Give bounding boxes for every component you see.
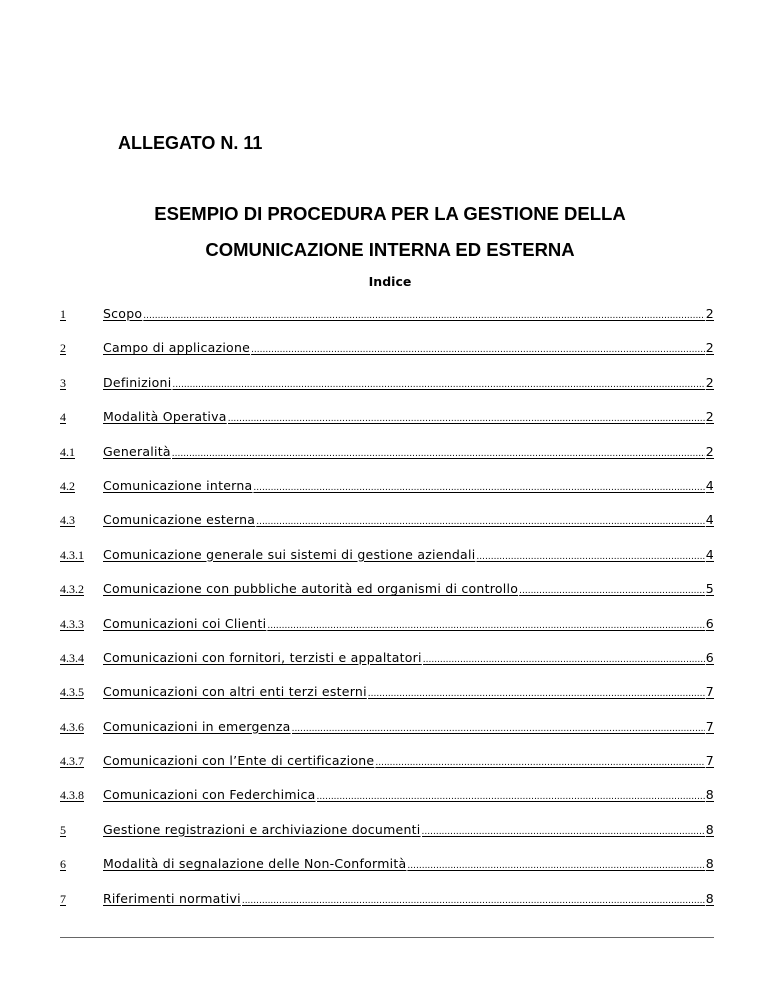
title-line-1: ESEMPIO DI PROCEDURA PER LA GESTIONE DELLA — [154, 203, 626, 224]
toc-entry-label: Comunicazione esterna — [103, 512, 256, 528]
toc-entry-page-number: 7 — [705, 684, 714, 700]
toc-entry-label: Campo di applicazione — [103, 340, 251, 356]
toc-entry-label: Comunicazioni con l’Ente di certificazione — [103, 753, 375, 769]
toc-entry-page-number: 8 — [705, 890, 714, 906]
toc-leader-dots — [476, 552, 704, 562]
toc-leader-dots — [368, 689, 705, 699]
toc-leader-dots — [423, 655, 705, 665]
toc-entry-page-number: 4 — [705, 477, 714, 493]
toc-entry-page-number: 4 — [705, 546, 714, 562]
toc-entry-link[interactable] — [103, 340, 714, 355]
toc-entry-label: Comunicazioni coi Clienti — [103, 615, 267, 631]
toc-entry-number[interactable]: 4 — [60, 410, 66, 425]
toc-leader-dots — [317, 792, 705, 802]
toc-entry-link[interactable] — [103, 306, 714, 321]
toc-leader-dots — [407, 861, 704, 871]
toc-entry-number[interactable]: 4.3.2 — [60, 582, 84, 597]
toc-entry-page-number: 8 — [705, 856, 714, 872]
toc-entry-label: Comunicazione interna — [103, 477, 253, 493]
toc-entry-number[interactable]: 5 — [60, 822, 66, 837]
toc-entry-page-number: 6 — [705, 649, 714, 665]
toc-entry — [60, 753, 714, 787]
toc-entry-page-number: 8 — [705, 821, 714, 837]
toc-entry-page-number: 2 — [705, 306, 714, 321]
toc-entry-number[interactable]: 4.3.3 — [60, 616, 84, 631]
toc-entry-label: Comunicazioni con fornitori, terzisti e appaltatori — [103, 649, 422, 665]
toc-entry — [60, 684, 714, 718]
toc-entry-label: Scopo — [103, 306, 143, 321]
toc-entry-link[interactable] — [103, 478, 714, 493]
toc-entry-label: Definizioni — [103, 374, 172, 390]
toc-entry-page-number: 7 — [705, 753, 714, 769]
toc-entry-label: Comunicazione con pubbliche autorità ed organismi di controllo — [103, 581, 519, 597]
toc-entry-link[interactable] — [103, 891, 714, 906]
toc-leader-dots — [172, 380, 704, 390]
toc-entry-link[interactable] — [103, 512, 714, 527]
toc-entry-link[interactable] — [103, 684, 714, 699]
toc-entry-number[interactable]: 4.3.5 — [60, 685, 84, 700]
toc-entry-page-number: 2 — [705, 409, 714, 425]
toc-entry — [60, 616, 714, 650]
toc-leader-dots — [251, 345, 705, 355]
toc-entry-label: Generalità — [103, 443, 171, 459]
toc-entry-page-number: 4 — [705, 512, 714, 528]
toc-entry-number[interactable]: 6 — [60, 857, 66, 872]
toc-leader-dots — [375, 758, 704, 768]
toc-entry-number[interactable]: 2 — [60, 341, 66, 356]
toc-entry — [60, 787, 714, 821]
toc-entry-number[interactable]: 1 — [60, 307, 66, 321]
toc-entry — [60, 822, 714, 856]
toc-entry — [60, 340, 714, 374]
toc-entry-number[interactable]: 4.3 — [60, 513, 75, 528]
toc-entry — [60, 891, 714, 925]
table-of-contents — [60, 306, 714, 925]
toc-entry-link[interactable] — [103, 616, 714, 631]
toc-entry — [60, 444, 714, 478]
document-title — [60, 196, 720, 268]
toc-leader-dots — [267, 621, 704, 631]
toc-entry — [60, 650, 714, 684]
toc-entry-number[interactable]: 4.3.7 — [60, 754, 84, 769]
toc-entry-number[interactable]: 4.3.8 — [60, 788, 84, 803]
toc-entry-number[interactable]: 7 — [60, 891, 66, 906]
toc-leader-dots — [172, 449, 705, 459]
toc-entry-label: Comunicazioni in emergenza — [103, 718, 291, 734]
toc-entry-link[interactable] — [103, 856, 714, 871]
toc-entry-label: Modalità Operativa — [103, 409, 227, 425]
toc-entry-page-number: 8 — [705, 787, 714, 803]
toc-leader-dots — [292, 724, 705, 734]
toc-leader-dots — [228, 414, 705, 424]
toc-leader-dots — [519, 586, 705, 596]
toc-entry-number[interactable]: 4.1 — [60, 444, 75, 459]
toc-entry — [60, 547, 714, 581]
toc-leader-dots — [242, 896, 705, 906]
toc-entry-link[interactable] — [103, 753, 714, 768]
toc-entry-page-number: 2 — [705, 443, 714, 459]
annex-number: ALLEGATO N. 11 — [118, 133, 263, 153]
toc-entry — [60, 478, 714, 512]
footer-rule — [60, 937, 714, 938]
toc-entry-label: Comunicazioni con altri enti terzi esterni — [103, 684, 367, 700]
toc-entry-link[interactable] — [103, 650, 714, 665]
toc-leader-dots — [422, 827, 705, 837]
toc-entry — [60, 581, 714, 615]
toc-entry-link[interactable] — [103, 787, 714, 802]
toc-entry-link[interactable] — [103, 409, 714, 424]
toc-leader-dots — [143, 311, 705, 321]
toc-entry-page-number: 5 — [705, 581, 714, 597]
toc-entry-page-number: 2 — [705, 374, 714, 390]
toc-entry-link[interactable] — [103, 581, 714, 596]
toc-entry-number[interactable]: 4.3.6 — [60, 719, 84, 734]
title-line-2: COMUNICAZIONE INTERNA ED ESTERNA — [205, 239, 575, 260]
toc-entry-page-number: 2 — [705, 340, 714, 356]
toc-entry-label: Riferimenti normativi — [103, 890, 241, 906]
toc-entry — [60, 856, 714, 890]
toc-entry — [60, 306, 714, 340]
toc-entry-link[interactable] — [103, 822, 714, 837]
toc-entry-label: Comunicazione generale sui sistemi di gestione aziendali — [103, 546, 476, 562]
toc-entry-page-number: 6 — [705, 615, 714, 631]
toc-leader-dots — [253, 483, 704, 493]
toc-leader-dots — [256, 517, 705, 527]
index-heading: Indice — [368, 274, 412, 289]
toc-entry-link[interactable] — [103, 547, 714, 562]
toc-entry — [60, 375, 714, 409]
toc-entry — [60, 409, 714, 443]
toc-entry-label: Modalità di segnalazione delle Non-Conformità — [103, 856, 407, 872]
toc-entry-number[interactable]: 4.3.4 — [60, 650, 84, 665]
toc-entry-number[interactable]: 3 — [60, 375, 66, 390]
toc-entry-page-number: 7 — [705, 718, 714, 734]
toc-entry-number[interactable]: 4.3.1 — [60, 547, 84, 562]
toc-entry-link[interactable] — [103, 719, 714, 734]
toc-entry-label: Comunicazioni con Federchimica — [103, 787, 316, 803]
toc-entry-label: Gestione registrazioni e archiviazione documenti — [103, 821, 421, 837]
toc-entry-link[interactable] — [103, 375, 714, 390]
toc-entry — [60, 512, 714, 546]
toc-entry-number[interactable]: 4.2 — [60, 478, 75, 493]
toc-entry — [60, 719, 714, 753]
toc-entry-link[interactable] — [103, 444, 714, 459]
